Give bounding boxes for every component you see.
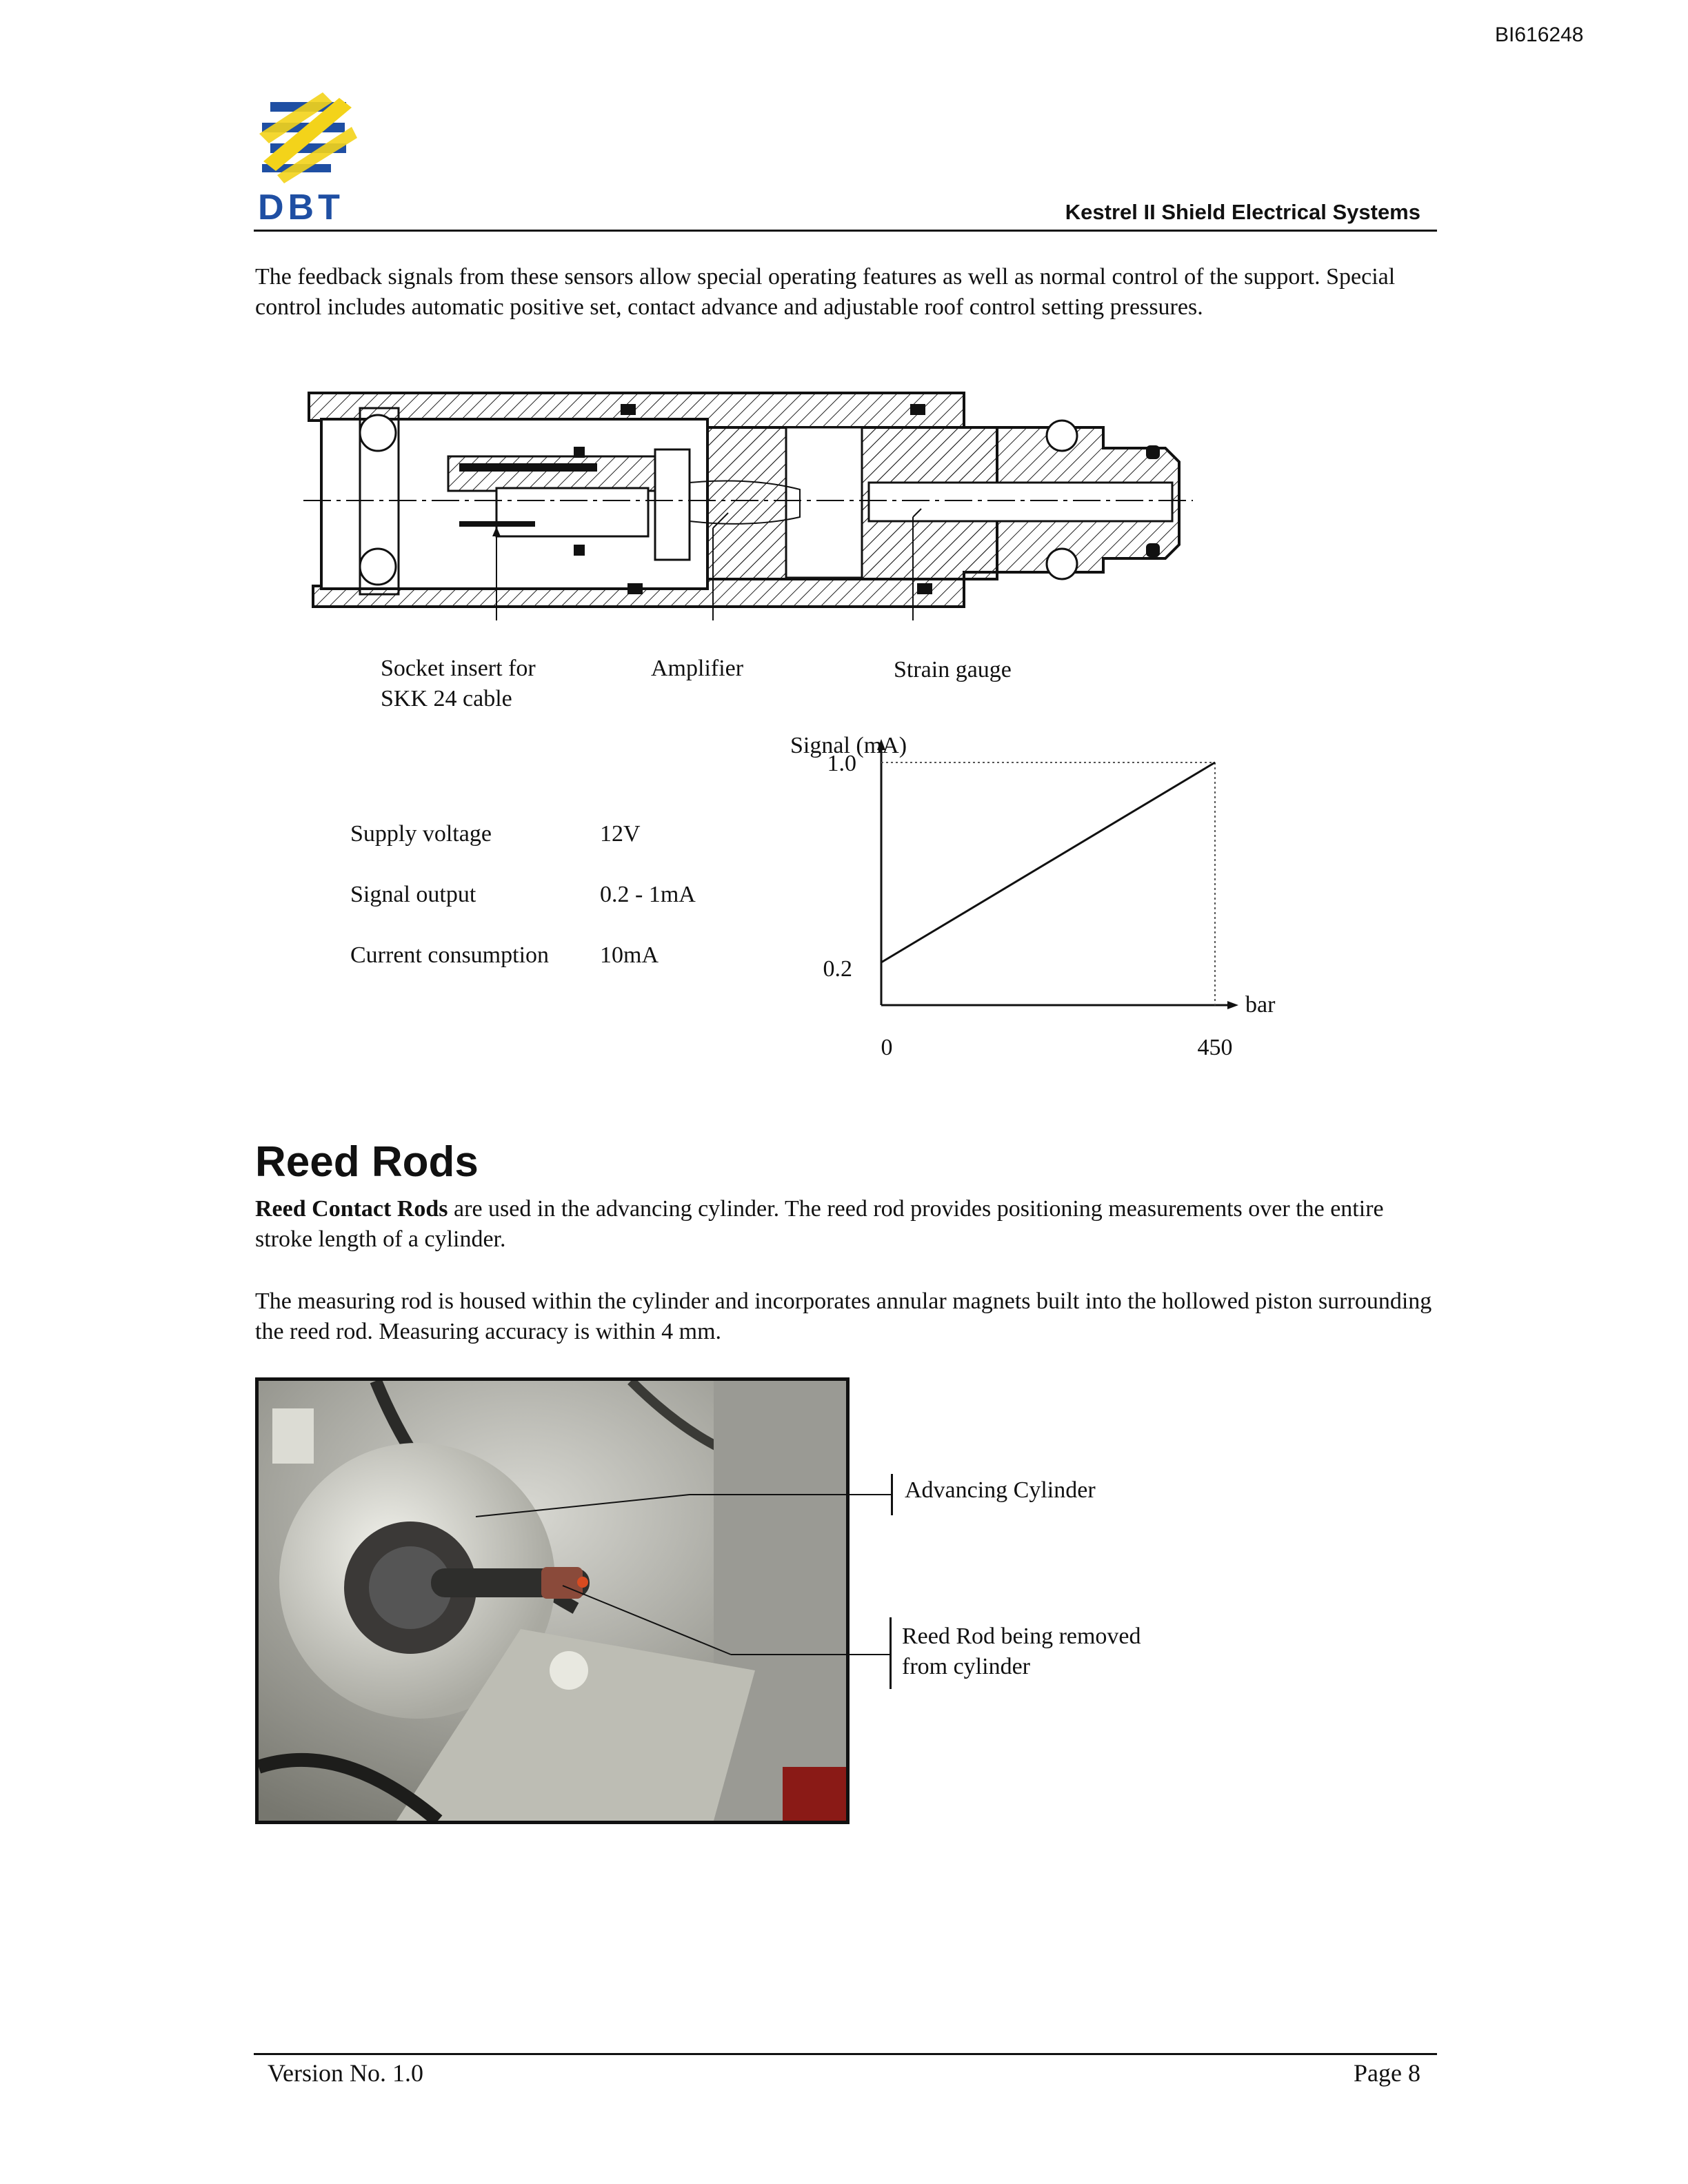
y-tick-label: 0.2 bbox=[823, 956, 852, 982]
sensor-cross-section-diagram bbox=[303, 386, 1200, 620]
spec-value: 0.2 - 1mA bbox=[600, 882, 696, 907]
callout-reed-rod-line2: from cylinder bbox=[902, 1654, 1030, 1679]
spec-label: Signal output bbox=[350, 882, 476, 907]
y-tick-label: 1.0 bbox=[827, 751, 856, 776]
header-title: Kestrel II Shield Electrical Systems bbox=[1065, 200, 1420, 224]
signal-series-line bbox=[881, 762, 1215, 962]
reed-rods-paragraph-1 bbox=[255, 1194, 1441, 1255]
dbt-logo bbox=[257, 92, 360, 223]
document-id: BI616248 bbox=[1495, 23, 1584, 46]
y-axis-label: Signal (mA) bbox=[790, 733, 907, 758]
x-tick-label: 450 bbox=[1197, 1035, 1233, 1060]
reed-rods-p1-rest: are used in the advancing cylinder. The reed rod provides positioning measurements over the entire stroke length of a cylinder. bbox=[255, 1196, 1384, 1252]
footer-page-number: Page 8 bbox=[1354, 2059, 1420, 2087]
label-amplifier: Amplifier bbox=[651, 656, 744, 681]
footer-version: Version No. 1.0 bbox=[268, 2059, 423, 2087]
signal-chart bbox=[779, 731, 1303, 1117]
spec-label: Current consumption bbox=[350, 942, 550, 968]
reed-rod-bracket bbox=[890, 1617, 892, 1689]
label-socket-insert-line2: SKK 24 cable bbox=[381, 686, 512, 711]
reed-contact-rods-bold: Reed Contact Rods bbox=[255, 1196, 448, 1222]
intro-paragraph: The feedback signals from these sensors allow special operating features as well as normal control of the support. Special control includes automatic positive set, contact advance and adjustable roof control setting pressures. bbox=[255, 264, 1396, 320]
callout-reed-rod-line1: Reed Rod being removed bbox=[902, 1624, 1141, 1649]
spec-value: 10mA bbox=[600, 942, 659, 968]
section-heading-reed-rods: Reed Rods bbox=[255, 1138, 479, 1186]
logo-text: DBT bbox=[258, 188, 344, 223]
advancing-cylinder-bracket bbox=[891, 1474, 893, 1515]
x-axis-label: bar bbox=[1245, 992, 1276, 1018]
x-axis-arrow bbox=[1227, 1001, 1238, 1009]
reed-rod-photo bbox=[255, 1377, 850, 1824]
label-socket-insert-line1: Socket insert for bbox=[381, 656, 536, 681]
footer-rule bbox=[254, 2053, 1437, 2055]
callout-advancing-cylinder: Advancing Cylinder bbox=[905, 1477, 1096, 1503]
spec-label: Supply voltage bbox=[350, 821, 492, 847]
label-strain-gauge: Strain gauge bbox=[894, 657, 1012, 682]
spec-value: 12V bbox=[600, 821, 641, 847]
header-rule bbox=[254, 230, 1437, 232]
reed-rods-paragraph-2: The measuring rod is housed within the cylinder and incorporates annular magnets built into the hollowed piston surrounding the reed rod. Measuring accuracy is within 4 mm. bbox=[255, 1288, 1432, 1344]
x-tick-label: 0 bbox=[881, 1035, 893, 1060]
